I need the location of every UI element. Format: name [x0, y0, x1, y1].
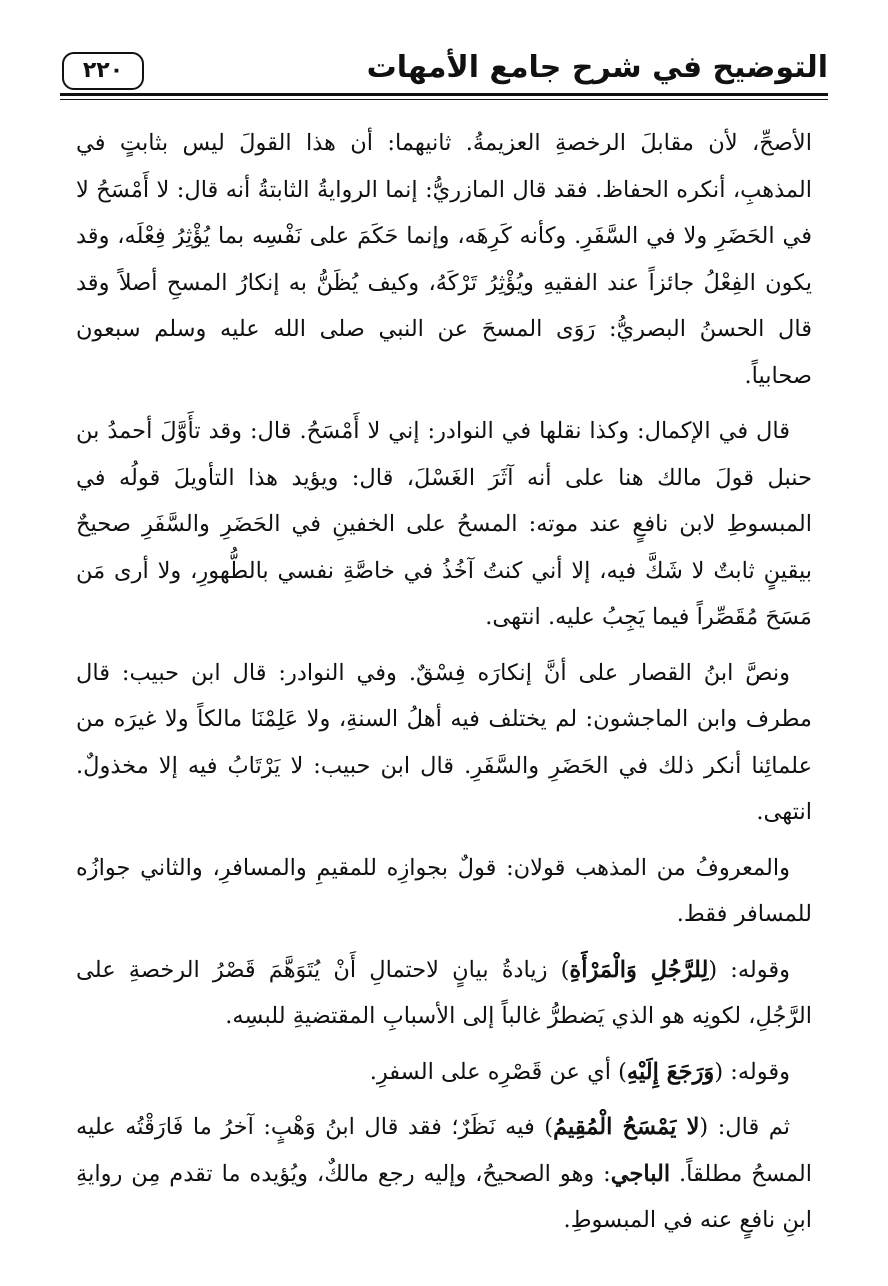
quoted-text: وَرَجَعَ إِلَيْهِ — [626, 1058, 715, 1085]
paragraph-2: قال في الإكمال: وكذا نقلها في النوادر: إني لا أَمْسَحُ. قال: وقد تأَوَّلَ أحمدُ بن حنبل قولَ مالك هنا على أنه آثَرَ الغَسْلَ، قال: ويؤيد هذا التأويلَ قولُه في المبسوطِ لابن نافعٍ عند موته: المسحُ على الخفينِ في الحَضَرِ والسَّفَرِ صحيحٌ بيقينٍ ثابتٌ لا شَكَّ فيه، إلا أني كنتُ آخُذُ في خاصَّةِ نفسي بالطُّهورِ، ولا أرى مَن مَسَحَ مُقَصِّراً فيما يَجِبُ عليه. انتهى. — [76, 418, 812, 630]
paragraph-7-lead: ثم قال: ( — [699, 1114, 791, 1140]
running-title: التوضيح في شرح جامع الأمهات — [366, 50, 828, 85]
header-rule-thick — [60, 93, 828, 96]
page-number-box — [62, 52, 144, 90]
paragraph-6 — [76, 1049, 812, 1096]
paragraph-4: والمعروفُ من المذهب قولان: قولٌ بجوازِه للمقيمِ والمسافرِ، والثاني جوازُه للمسافر فقط. — [76, 854, 812, 927]
paragraph-7 — [76, 1104, 812, 1244]
paragraph-3: ونصَّ ابنُ القصار على أنَّ إنكارَه فِسْقٌ. وفي النوادر: قال ابن حبيب: قال مطرف وابن الماجشون: لم يختلف فيه أهلُ السنةِ، ولا عَلِمْنَا مالكاً ولا غيرَه من علمائِنا أنكر ذلك في الحَضَرِ والسَّفَرِ. قال ابن حبيب: لا يَرْتَابُ فيه إلا مخذولٌ. انتهى. — [76, 659, 812, 825]
page-number: ٢٢٠ — [82, 58, 124, 83]
paragraph-7-rest: : وهو الصحيحُ، وإليه رجع مالكٌ، ويُؤيده ما تقدم مِن روايةِ ابنِ نافعٍ عنه في المبسوطِ. — [76, 1160, 812, 1233]
page-header — [60, 46, 828, 104]
quoted-text: لا يَمْسَحُ الْمُقِيمُ — [553, 1114, 700, 1140]
paragraph-6-rest: ) أي عن قَصْرِه على السفرِ. — [369, 1058, 627, 1085]
bold-name: الباجي — [610, 1160, 671, 1187]
paragraph-1: الأصحِّ، لأن مقابلَ الرخصةِ العزيمةُ. ثانيهما: أن هذا القولَ ليس بثابتٍ في المذهبِ، أنكره الحفاظ. فقد قال المازريُّ: إنما الروايةُ الثابتةُ أنه قال: لا أَمْسَحُ لا في الحَضَرِ ولا في السَّفَرِ. وكأنه كَرِهَه، وإنما حَكَمَ على نَفْسِه بما يُؤْثِرُ فِعْلَه، وقد يكون الفِعْلُ جائزاً عند الفقيهِ ويُؤْثِرُ تَرْكَهُ، وكيف يُظَنُّ به إنكارُ المسحِ أصلاً وقد قال الحسنُ البصريُّ: رَوَى المسحَ عن النبي صلى الله عليه وسلم سبعون صحابياً. — [76, 130, 812, 389]
header-rule-thin — [60, 99, 828, 100]
quoted-text: لِلرَّجُلِ وَالْمَرْأَةِ — [569, 956, 709, 983]
page-body — [76, 120, 812, 1253]
paragraph-6-lead: وقوله: ( — [714, 1058, 790, 1085]
paragraph-5-rest: ) زيادةُ بيانٍ لاحتمالِ أَنْ يُتَوَهَّمَ قَصْرُ الرخصةِ على الرَّجُلِ، لكونِه هو الذي يَضطرُّ غالباً إلى الأسبابِ المقتضيةِ للبسِه. — [76, 956, 812, 1029]
paragraph-5-lead: وقوله: ( — [708, 956, 790, 983]
paragraph-5 — [76, 947, 812, 1040]
paragraph-7-mid: ) فيه نَظَرٌ؛ فقد قال ابنُ وَهْبٍ: آخرُ ما فَارَقْتُه عليه المسحُ مطلقاً. — [76, 1114, 812, 1187]
